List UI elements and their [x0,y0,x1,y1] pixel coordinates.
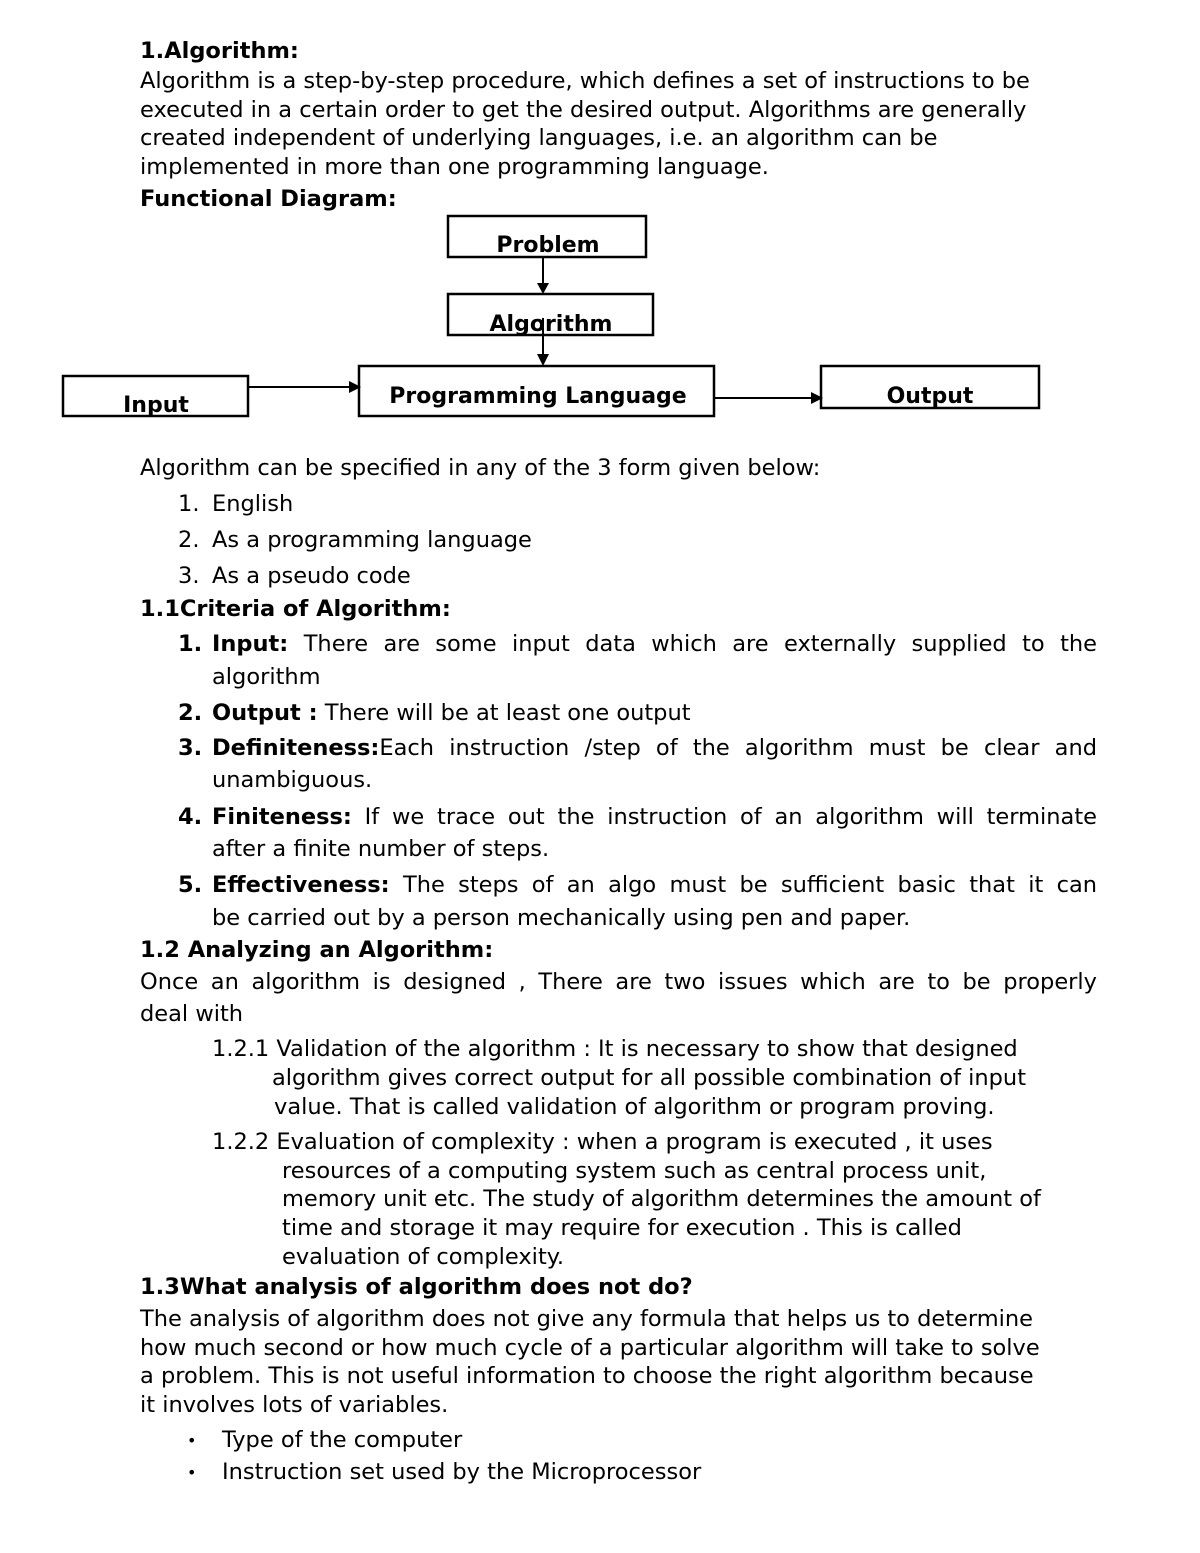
criteria-term: Finiteness: [212,804,352,830]
criteria-text: There will be at least one output [324,700,691,726]
section-heading-analyzing: 1.2 Analyzing an Algorithm: [140,937,494,963]
paragraph-line: a problem. This is not useful information to choose the right algorithm because [140,1363,1034,1389]
bullet-icon: • [187,1463,197,1482]
criteria-text: Each instruction /step of the algorithm must be clear and [379,735,1097,761]
criteria-text-continued: unambiguous. [212,767,373,793]
list-number: 2. [178,527,200,553]
subsection-text: resources of a computing system such as central process unit, [282,1158,987,1184]
problem-label: Problem [496,233,600,258]
subsection-validation: 1.2.1 Validation of the algorithm : It is necessary to show that designed [212,1036,1018,1062]
section-heading-algorithm: 1.Algorithm: [140,38,299,64]
criteria-number: 2. [178,700,203,726]
criteria-term: Definiteness: [212,735,380,761]
paragraph-line: Algorithm is a step-by-step procedure, which defines a set of instructions to be [140,68,1030,94]
input-label: Input [123,393,189,418]
criteria-item-output [212,699,691,727]
paragraph-line: how much second or how much cycle of a particular algorithm will take to solve [140,1335,1040,1361]
subsection-text: evaluation of complexity. [282,1244,565,1270]
bullet-item: Type of the computer [222,1427,463,1453]
criteria-item-input [212,630,1097,658]
subsection-complexity: 1.2.2 Evaluation of complexity : when a program is executed , it uses [212,1129,993,1155]
criteria-text: The steps of an algo must be sufficient basic that it can [402,872,1097,898]
paragraph-line: The analysis of algorithm does not give any formula that helps us to determine [140,1306,1034,1332]
section-heading-criteria: 1.1Criteria of Algorithm: [140,596,451,622]
criteria-item-definiteness [212,734,1097,762]
list-number: 1. [178,491,200,517]
criteria-item-finiteness [212,803,1097,831]
paragraph-line: it involves lots of variables. [140,1392,449,1418]
list-item: As a pseudo code [212,563,411,589]
paragraph-line: created independent of underlying languages, i.e. an algorithm can be [140,125,938,151]
criteria-number: 4. [178,804,203,830]
criteria-number: 3. [178,735,203,761]
algorithm-label: Algorithm [489,312,613,337]
list-number: 3. [178,563,200,589]
criteria-term: Effectiveness: [212,872,390,898]
section-heading-not-do: 1.3What analysis of algorithm does not do? [140,1274,693,1300]
criteria-text-continued: algorithm [212,664,321,690]
criteria-text-continued: be carried out by a person mechanically using pen and paper. [212,905,911,931]
paragraph-line: executed in a certain order to get the desired output. Algorithms are generally [140,97,1027,123]
subsection-text: time and storage it may require for execution . This is called [282,1215,962,1241]
arrowhead [537,354,549,366]
list-item: As a programming language [212,527,532,553]
criteria-number: 1. [178,631,203,657]
paragraph-line: implemented in more than one programming language. [140,154,769,180]
paragraph-line: Once an algorithm is designed , There are two issues which are to be properly [140,969,1097,995]
forms-intro: Algorithm can be specified in any of the 3 form given below: [140,455,821,481]
output-label: Output [886,384,974,409]
subsection-text: value. That is called validation of algorithm or program proving. [274,1094,995,1120]
list-item: English [212,491,294,517]
paragraph-line: deal with [140,1001,244,1027]
criteria-text: If we trace out the instruction of an algorithm will terminate [364,804,1097,830]
criteria-term: Output : [212,700,318,726]
bullet-item: Instruction set used by the Microprocessor [222,1459,702,1485]
criteria-term: Input: [212,631,289,657]
subsection-text: algorithm gives correct output for all possible combination of input [272,1065,1027,1091]
programming-language-label: Programming Language [389,384,687,409]
bullet-icon: • [187,1431,197,1450]
functional-diagram [0,0,1200,460]
functional-diagram-heading: Functional Diagram: [140,186,397,212]
arrowhead [537,283,549,294]
subsection-text: memory unit etc. The study of algorithm determines the amount of [282,1186,1041,1212]
criteria-number: 5. [178,872,203,898]
criteria-text-continued: after a finite number of steps. [212,836,550,862]
criteria-text: There are some input data which are externally supplied to the [303,631,1097,657]
criteria-item-effectiveness [212,871,1097,899]
